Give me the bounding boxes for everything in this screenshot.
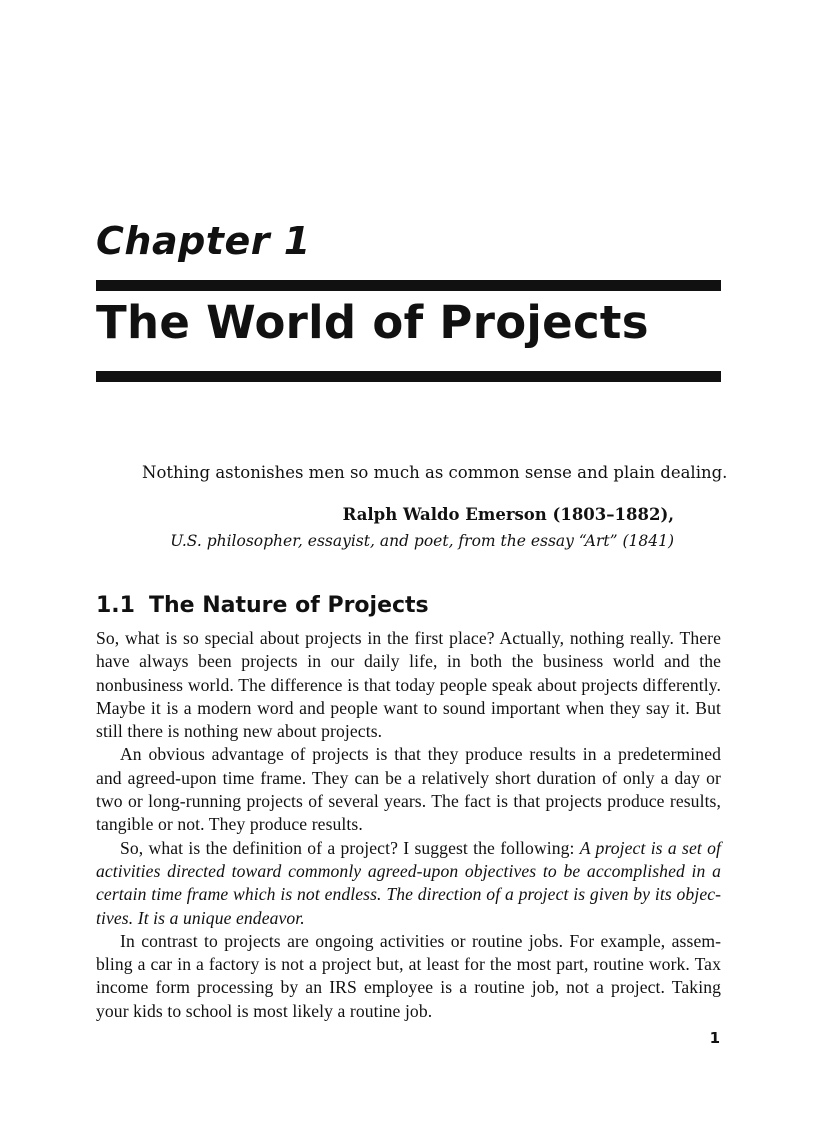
project-definition: A project is a set of activities directed toward commonly agreed-upon objectives to be accomplished in a certain time frame which is not endless. The direction of a project is given by its objectives. It is a unique endeavor. (96, 837, 721, 928)
paragraph-3-lead: So, what is the definition of a project? I suggest the following: (120, 837, 580, 858)
chapter-rule-bottom (96, 371, 721, 382)
paragraph-4: In contrast to projects are ongoing activities or routine jobs. For example, assembling a car in a factory is not a project but, at least for the most part, routine work. Tax income form processing by an IRS employee is a routine job, not a project. Taking your kids to school is most likely a routine job. (96, 930, 721, 1021)
epigraph-attribution (114, 502, 674, 554)
section-title: The Nature of Projects (148, 593, 429, 618)
chapter-rule-top (96, 280, 721, 291)
paragraph-2: An obvious advantage of projects is that they produce results in a predetermined and agreed-upon time frame. They can be a relatively short duration of only a day or two or long-running projects of several years. The fact is that projects produce results, tangible or not. They produce results. (96, 744, 721, 835)
chapter-title: The World of Projects (96, 296, 649, 349)
section-heading (96, 593, 429, 619)
chapter-label: Chapter 1 (96, 219, 311, 263)
epigraph-author: Ralph Waldo Emerson (1803–1882), (342, 505, 674, 524)
page-number: 1 (709, 1029, 720, 1047)
paragraph-1: So, what is so special about projects in the first place? Actually, nothing really. There have always been projects in our daily life, in both the business world and the nonbusiness world. The difference is that today people speak about projects differently. Maybe it is a modern word and people want to sound important when they say it. But still there is nothing new about projects. (96, 628, 721, 742)
epigraph-quote: Nothing astonishes men so much as common sense and plain dealing. (142, 463, 728, 482)
paragraph-3 (96, 837, 721, 930)
body-text (96, 627, 721, 1023)
section-number: 1.1 (96, 593, 135, 618)
epigraph-description: U.S. philosopher, essayist, and poet, from the essay “Art” (1841) (170, 532, 674, 550)
